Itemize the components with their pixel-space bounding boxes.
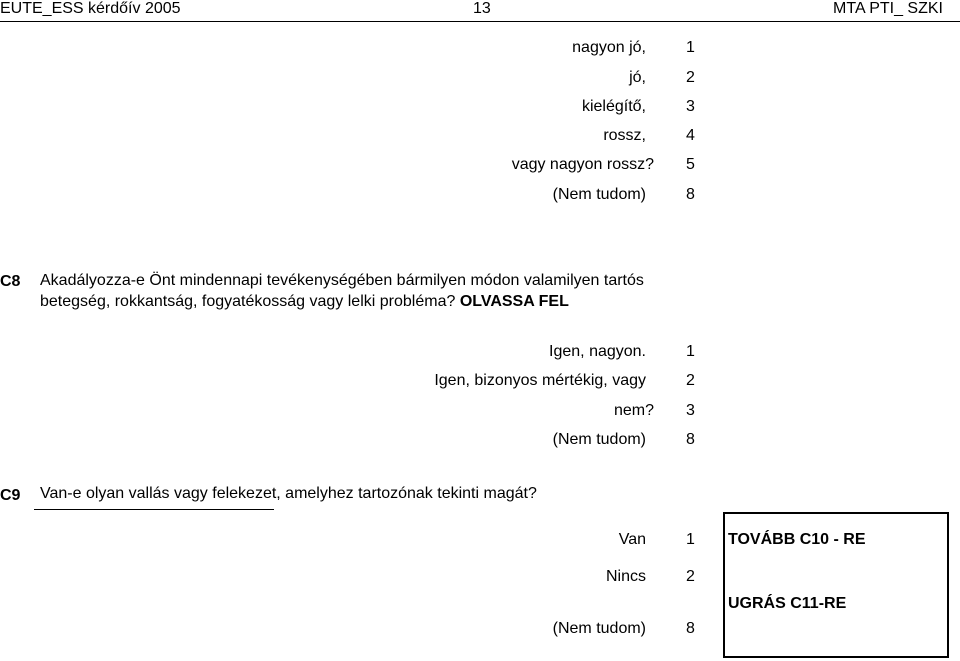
question-c8-body: Akadályozza-e Önt mindennapi tevékenységében bármilyen módon valamilyen tartós betegség, rokkantság, fogyatékosság vagy lelki probléma?: [40, 272, 644, 310]
question-id-c8: C8: [0, 273, 21, 290]
option-label: kielégítő,: [581, 98, 646, 115]
c8-option-label: Igen, bizonyos mértékig, vagy: [434, 372, 646, 389]
c8-option-label: (Nem tudom): [552, 431, 646, 448]
question-id-c9: C9: [0, 487, 21, 504]
c8-option-code: 1: [686, 343, 695, 360]
c8-option-code: 3: [686, 402, 695, 419]
header-left: EUTE_ESS kérdőív 2005: [0, 0, 181, 17]
page-number: 13: [473, 0, 491, 17]
routing-continue: TOVÁBB C10 - RE: [728, 531, 866, 548]
option-code: 1: [686, 39, 695, 56]
option-code: 5: [686, 156, 695, 173]
c9-option-code: 1: [686, 531, 695, 548]
header-rule: [0, 21, 960, 22]
c9-option-label: (Nem tudom): [552, 620, 646, 637]
option-label: (Nem tudom): [552, 186, 646, 203]
question-text-c9: Van-e olyan vallás vagy felekezet, amelyhez tartozónak tekinti magát?: [40, 485, 537, 502]
option-code: 4: [686, 127, 695, 144]
question-text-c8: [40, 270, 660, 312]
routing-skip: UGRÁS C11-RE: [728, 595, 847, 612]
c8-option-label: Igen, nagyon.: [549, 343, 646, 360]
option-code: 2: [686, 69, 695, 86]
c9-option-code: 2: [686, 568, 695, 585]
header-right: MTA PTI_ SZKI: [833, 0, 943, 17]
c8-option-label: nem?: [613, 402, 654, 419]
c9-option-label: Nincs: [605, 568, 646, 585]
question-c8-instruction: OLVASSA FEL: [459, 293, 569, 310]
c9-option-code: 8: [686, 620, 695, 637]
option-label: nagyon jó,: [572, 39, 646, 56]
c8-option-code: 2: [686, 372, 695, 389]
option-code: 8: [686, 186, 695, 203]
c9-option-label: Van: [618, 531, 646, 548]
underline-rule: [34, 509, 274, 510]
option-label: vagy nagyon rossz?: [511, 156, 654, 173]
option-label: jó,: [629, 69, 646, 86]
option-code: 3: [686, 98, 695, 115]
c8-option-code: 8: [686, 431, 695, 448]
option-label: rossz,: [603, 127, 646, 144]
